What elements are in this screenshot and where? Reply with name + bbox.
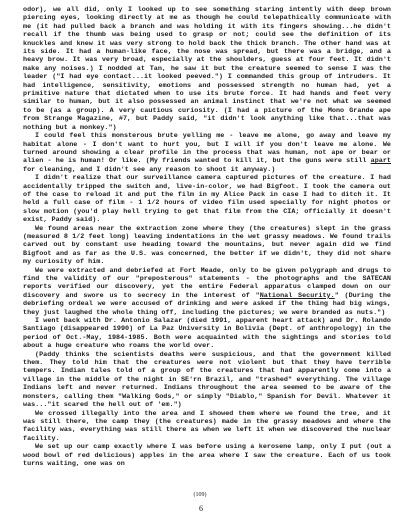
- paragraph: We were extracted and debriefed at Fort Meade, only to be given polygraph and drugs to find the validity of our "preposterous" statements - the photographs and the SATECAN reports verified our discovery, yet the entire Federal apparatus clamped down on our discovery and swore us to secrecy in the interest of "National Security." (During the debriefing ordeal we were accused of drinking and were asked if the thing had big wings, they just laughed the whole thing off, including the pictures; we were branded as nuts."): [23, 266, 391, 317]
- document-body: [23, 6, 391, 468]
- paragraph: I didn't realize that our surveillance camera captured pictures of the creature. I had accidentally tripped the switch and, live-in-color, we had Bigfoot. I took the camera out of the case to reload it and put the film in my Alice Pack in case I had to ditch it. It held a full case of film - 1 1/2 hours of video film used specially for night photos or slow motion (you'd play hell trying to get that film from the CIA; officially it doesn't exist, Paddy said).: [23, 174, 391, 225]
- underlined-text: apart: [370, 157, 391, 166]
- underlined-text: National Security.: [259, 291, 335, 300]
- paragraph: odor), we all did, only I looked up to see something staring intently with deep brown piercing eyes, looking directly at me as though he could telepathically communicate with me (it had pulled back a branch and was holding it with its fingers showing...he didn't recall if the thumb was being used to grasp or not; could see the definition of its knuckles and knew it was very strong to hold back the thick branch. The other hand was at its side. It had a human-like face, the nose was spread, but there was a bridge, and a heavy brow. It was very broad, especially at the shoulders, guess at four feet. It didn't make any noises.) I nodded at Tan, he saw it but the creature seemed to sense I was the leader ("I had eye contact...it looked peeved.") I commanded this group of intruders. It had intelligence, sensitivity, emotions and possessed strength no human had, yet a primitive nature that dictated when to use its brute force. It had hands and feet very similar to human, but it also possessed an animal instinct that we're not what we seemed to be (as a group). A very cautious curiosity. (I had a picture of the Mono Grande ape from Strange Magazine, #7, but Paddy said, "it didn't look anything like that...that was nothing but a monkey."): [23, 6, 391, 132]
- page-reference-mark: (109): [193, 492, 207, 498]
- paragraph: We found areas near the extraction zone where they (the creatures) slept in the grass (measured 8 1/2 feet long) leaving indentations in the wet grassy meadows. We found trails carved out by constant use heading toward the mountains, but never again did we find Bigfoot and as far as the U.S. was concerned, the better if we didn't, they did not share my curiosity of him.: [23, 224, 391, 267]
- paragraph: I could feel this monsterous brute yelling me - leave me alone, go away and leave my habitat alone - I don't want to hurt you, but I will if you don't leave me alone. We turned around showing a clear profile in the process that was human, not ape or bear or alien - he is human! Or like. (My friends wanted to kill it, but the guns were still apart for cleaning, and I didn't see any reason to shoot it anyway.): [23, 132, 391, 174]
- page-number: 6: [199, 504, 203, 513]
- paragraph: (Paddy thinks the scientists deaths were suspicious, and that the government killed them. They told him that the creatures were not violent but that they have terrible tempers. Indian tales told of a group of the creatures that had apparently come into a village in the middle of the night in SE'rn Brazil, and "trashed" everything. The village Indians left and never returned. Indians throughout the area seemed to be aware of the monsters, calling them "Walking Gods," or simply "Diablo," Spanish for Devil. Whatever it was..."it scared the hell out of 'em."): [23, 350, 391, 410]
- paragraph: We crossed illegally into the area and I showed them where we found the tree, and it was still there, the camp they (the creatures) made in the grassy meadows and where the facility was, everything was still there as when we left it when we discovered the nuclear facility.: [23, 409, 391, 443]
- paragraph: I went back with Dr. Antonio Salazar (died 1991, apparent heart attack) and Dr. Rolando Santiago (disappeared 1990) of La Paz University in Bolivia (Dept. of anthropology) in the period of Oct.-May, 1984-1985. Both were acquainted with the sightings and stories told about a huge creature who roams the world over.: [23, 317, 391, 351]
- paragraph: We set up our camp exactly where I was before using a kerosene lamp, only I put (out a wood bowl of red delicious) apples in the area where I saw the creature. Each of us took turns waiting, one was on: [23, 443, 391, 468]
